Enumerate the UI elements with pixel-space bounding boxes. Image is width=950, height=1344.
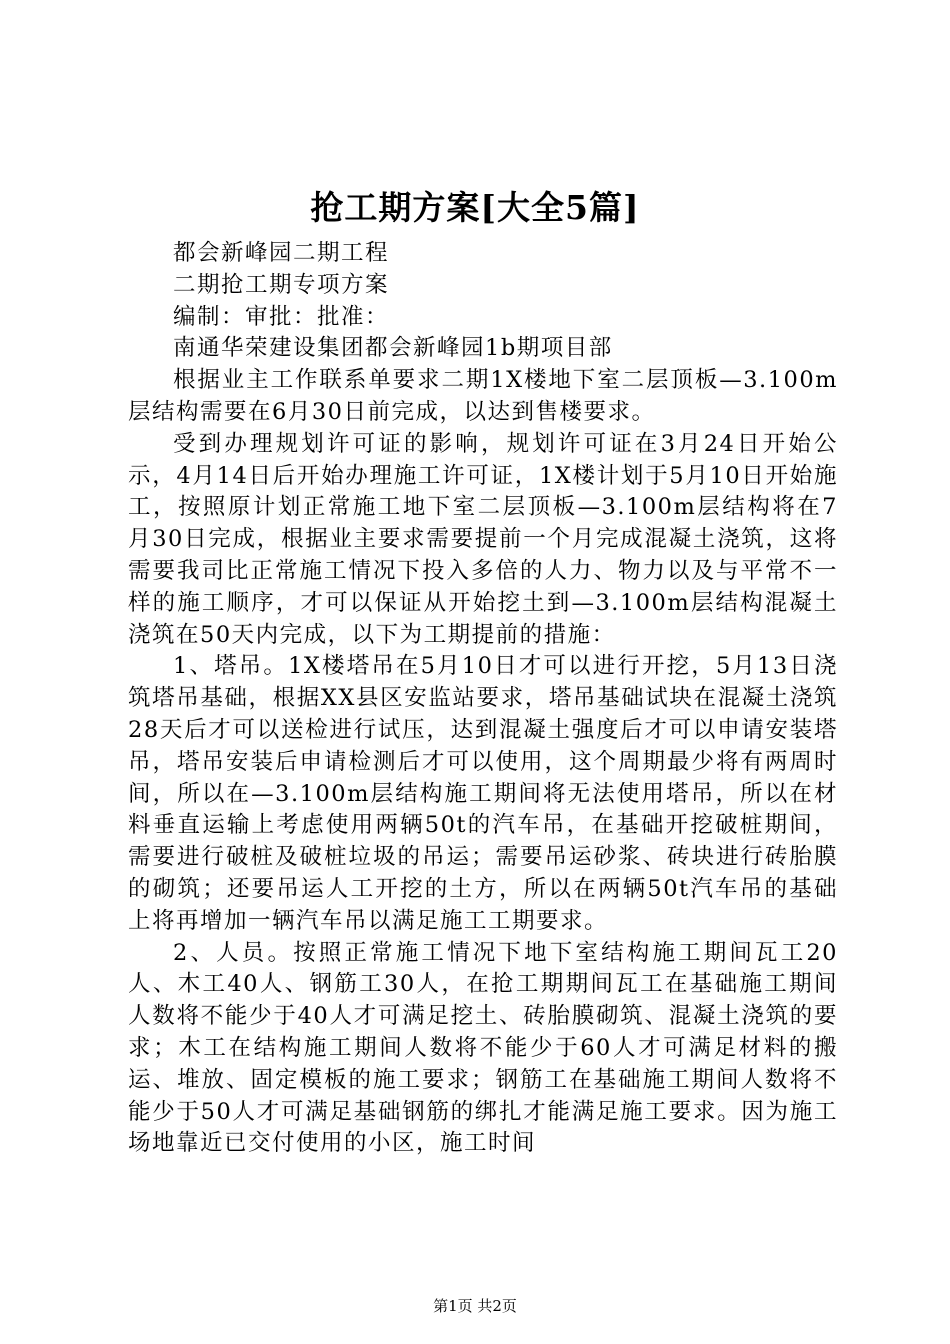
paragraph-personnel: 2、人员。按照正常施工情况下地下室结构施工期间瓦工20人、木工40人、钢筋工30人，在抢工期期间瓦工在基础施工期间人数将不能少于40人才可满足挖土、砖胎膜砌筑、混凝土浇筑的要求；木工在结构施工期间人数将不能少于60人才可满足材料的搬运、堆放、固定模板的施工要求；钢筋工在基础施工期间人数将不能少于50人才可满足基础钢筋的绑扎才能满足施工要求。因为施工场地靠近已交付使用的小区，施工时间 <box>128 939 838 1157</box>
header-line-project: 都会新峰园二期工程 <box>173 240 390 266</box>
document-body <box>128 238 838 1160</box>
header-line-department: 南通华荣建设集团都会新峰园1b期项目部 <box>173 335 613 362</box>
paragraph-tower-crane: 1、塔吊。1X楼塔吊在5月10日才可以进行开挖，5月13日浇筑塔吊基础，根据XX县区安监站要求，塔吊基础试块在混凝土浇筑28天后才可以送检进行试压，达到混凝土强度后才可以申请安装塔吊，塔吊安装后申请检测后才可以使用，这个周期最少将有两周时间，所以在—3.100m层结构施工期间将无法使用塔吊，所以在材料垂直运输上考虑使用两辆50t的汽车吊，在基础开挖破桩期间，需要进行破桩及破桩垃圾的吊运；需要吊运砂浆、砖块进行砖胎膜的砌筑；还要吊运人工开挖的土方，所以在两辆50t汽车吊的基础上将再增加一辆汽车吊以满足施工工期要求。 <box>128 653 838 934</box>
document-title: 抢工期方案[大全5篇] <box>310 188 640 227</box>
header-line-approval: 编制：审批：批准： <box>173 303 390 330</box>
paragraph-requirement: 根据业主工作联系单要求二期1X楼地下室二层顶板—3.100m层结构需要在6月30日前完成，以达到售楼要求。 <box>128 367 838 425</box>
paragraph-background: 受到办理规划许可证的影响，规划许可证在3月24日开始公示，4月14日后开始办理施工许可证，1X楼计划于5月10日开始施工，按照原计划正常施工地下室二层顶板—3.100m层结构将在7月30日完成，根据业主要求需要提前一个月完成混凝土浇筑，这将需要我司比正常施工情况下投入多倍的人力、物力以及与平常不一样的施工顺序，才可以保证从开始挖土到—3.100m层结构混凝土浇筑在50天内完成，以下为工期提前的措施： <box>128 430 838 648</box>
page-footer: 第1页 共2页 <box>433 1297 517 1315</box>
header-line-plan-name: 二期抢工期专项方案 <box>173 271 390 298</box>
